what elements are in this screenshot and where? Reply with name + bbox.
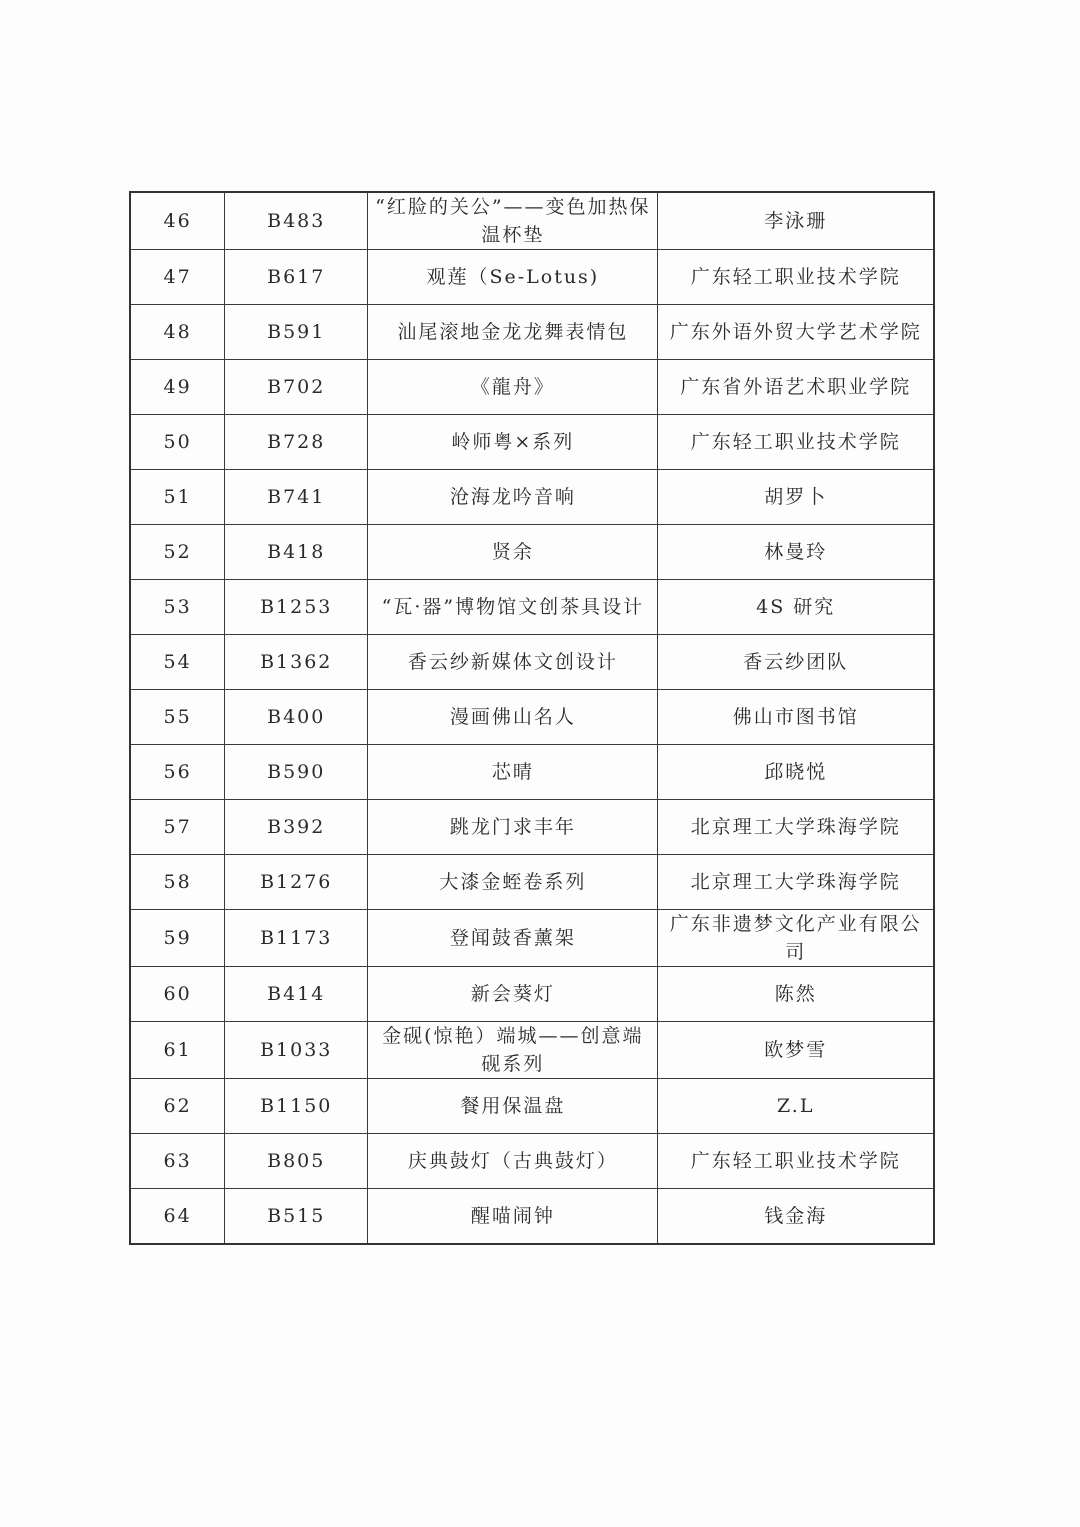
- cell-author: Z.L: [658, 1079, 934, 1134]
- cell-number: 58: [130, 855, 225, 910]
- cell-work-title: 观莲（Se-Lotus): [368, 250, 658, 305]
- table-row: [130, 635, 934, 690]
- cell-author: 北京理工大学珠海学院: [658, 800, 934, 855]
- cell-number: 61: [130, 1022, 225, 1079]
- cell-number: 50: [130, 415, 225, 470]
- table-row: [130, 250, 934, 305]
- cell-number: 59: [130, 910, 225, 967]
- cell-work-title: 庆典鼓灯（古典鼓灯）: [368, 1134, 658, 1189]
- table-row: [130, 855, 934, 910]
- cell-work-title: 芯晴: [368, 745, 658, 800]
- cell-number: 48: [130, 305, 225, 360]
- table-row: [130, 1134, 934, 1189]
- cell-number: 60: [130, 967, 225, 1022]
- cell-code: B741: [225, 470, 368, 525]
- cell-code: B590: [225, 745, 368, 800]
- cell-work-title: 贤余: [368, 525, 658, 580]
- cell-author: 广东非遗梦文化产业有限公司: [658, 910, 934, 967]
- cell-author: 邱晓悦: [658, 745, 934, 800]
- cell-number: 57: [130, 800, 225, 855]
- cell-author: 广东轻工职业技术学院: [658, 250, 934, 305]
- cell-code: B1173: [225, 910, 368, 967]
- cell-code: B1253: [225, 580, 368, 635]
- cell-number: 51: [130, 470, 225, 525]
- cell-number: 62: [130, 1079, 225, 1134]
- cell-work-title: 登闻鼓香薰架: [368, 910, 658, 967]
- table-row: [130, 1079, 934, 1134]
- cell-work-title: 沧海龙吟音响: [368, 470, 658, 525]
- cell-work-title: 大漆金蛭卷系列: [368, 855, 658, 910]
- awards-table: [129, 191, 935, 1245]
- cell-author: 李泳珊: [658, 192, 934, 250]
- cell-code: B1276: [225, 855, 368, 910]
- cell-number: 46: [130, 192, 225, 250]
- cell-number: 49: [130, 360, 225, 415]
- cell-number: 53: [130, 580, 225, 635]
- cell-author: 欧梦雪: [658, 1022, 934, 1079]
- cell-work-title: 金砚(惊艳）端城——创意端砚系列: [368, 1022, 658, 1079]
- cell-code: B805: [225, 1134, 368, 1189]
- cell-number: 52: [130, 525, 225, 580]
- cell-author: 钱金海: [658, 1189, 934, 1245]
- cell-code: B702: [225, 360, 368, 415]
- table-row: [130, 690, 934, 745]
- cell-work-title: 醒喵闹钟: [368, 1189, 658, 1245]
- table-row: [130, 910, 934, 967]
- table-row: [130, 800, 934, 855]
- cell-work-title: “红脸的关公”——变色加热保温杯垫: [368, 192, 658, 250]
- cell-author: 广东省外语艺术职业学院: [658, 360, 934, 415]
- cell-work-title: 《龍舟》: [368, 360, 658, 415]
- awards-table-body: [130, 192, 934, 1244]
- cell-number: 63: [130, 1134, 225, 1189]
- cell-number: 56: [130, 745, 225, 800]
- cell-work-title: 漫画佛山名人: [368, 690, 658, 745]
- table-row: [130, 967, 934, 1022]
- cell-work-title: 香云纱新媒体文创设计: [368, 635, 658, 690]
- cell-number: 47: [130, 250, 225, 305]
- cell-code: B617: [225, 250, 368, 305]
- cell-code: B418: [225, 525, 368, 580]
- cell-code: B591: [225, 305, 368, 360]
- table-row: [130, 415, 934, 470]
- table-row: [130, 745, 934, 800]
- cell-work-title: 跳龙门求丰年: [368, 800, 658, 855]
- cell-number: 55: [130, 690, 225, 745]
- cell-author: 广东轻工职业技术学院: [658, 1134, 934, 1189]
- cell-code: B414: [225, 967, 368, 1022]
- table-row: [130, 1022, 934, 1079]
- cell-author: 广东轻工职业技术学院: [658, 415, 934, 470]
- cell-author: 广东外语外贸大学艺术学院: [658, 305, 934, 360]
- cell-code: B1150: [225, 1079, 368, 1134]
- table-row: [130, 360, 934, 415]
- cell-author: 林曼玲: [658, 525, 934, 580]
- cell-author: 香云纱团队: [658, 635, 934, 690]
- cell-author: 佛山市图书馆: [658, 690, 934, 745]
- cell-code: B392: [225, 800, 368, 855]
- table-row: [130, 525, 934, 580]
- cell-author: 北京理工大学珠海学院: [658, 855, 934, 910]
- cell-code: B1362: [225, 635, 368, 690]
- table-row: [130, 192, 934, 250]
- cell-author: 4S 研究: [658, 580, 934, 635]
- cell-code: B728: [225, 415, 368, 470]
- cell-number: 54: [130, 635, 225, 690]
- cell-work-title: 餐用保温盘: [368, 1079, 658, 1134]
- cell-work-title: 汕尾滚地金龙龙舞表情包: [368, 305, 658, 360]
- cell-code: B483: [225, 192, 368, 250]
- table-row: [130, 1189, 934, 1245]
- table-row: [130, 580, 934, 635]
- table-row: [130, 470, 934, 525]
- cell-work-title: 新会葵灯: [368, 967, 658, 1022]
- cell-author: 陈然: [658, 967, 934, 1022]
- cell-code: B515: [225, 1189, 368, 1245]
- cell-work-title: “瓦·器”博物馆文创茶具设计: [368, 580, 658, 635]
- cell-author: 胡罗卜: [658, 470, 934, 525]
- cell-work-title: 岭师粤×系列: [368, 415, 658, 470]
- cell-code: B1033: [225, 1022, 368, 1079]
- cell-code: B400: [225, 690, 368, 745]
- cell-number: 64: [130, 1189, 225, 1245]
- table-row: [130, 305, 934, 360]
